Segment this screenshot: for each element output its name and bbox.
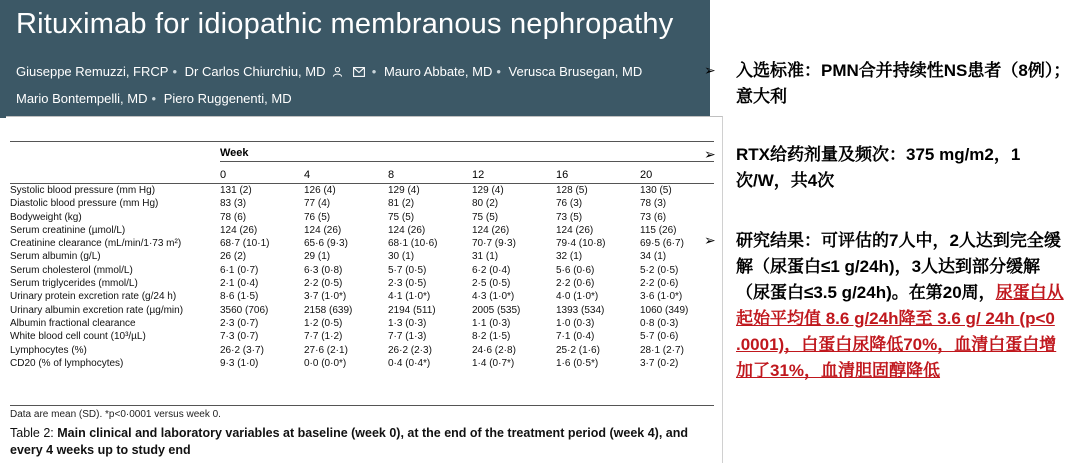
results-highlight-text: 尿蛋白从起始平均值 8.6 g/24h降至 3.6 g/ 24h (p<0 .0001)，白蛋白尿降低70%，血清白蛋白增加了31%，血清胆固醇降低	[736, 283, 1064, 380]
table-cell: 129 (4)	[472, 185, 504, 196]
table-cell: 1·6 (0·5*)	[556, 357, 599, 369]
table-cell: 5·6 (0·6)	[556, 264, 595, 276]
table-cell: 1393 (534)	[556, 304, 605, 316]
email-icon[interactable]	[353, 65, 365, 80]
table-cell: 7·3 (0·7)	[220, 331, 259, 343]
table-cell: 130 (5)	[640, 185, 672, 196]
table-cell: 76 (5)	[304, 211, 331, 223]
table-cell: 77 (4)	[304, 198, 331, 210]
caption-text: Main clinical and laboratory variables at baseline (week 0), at the end of the treatment period (week 4), and every 4 weeks up to study end	[10, 426, 688, 457]
table-cell: 4·0 (1·0*)	[556, 291, 599, 303]
week-number: 4	[304, 169, 311, 181]
table-cell: 2·2 (0·5)	[304, 278, 343, 290]
arrow-bullet-icon: ➢	[704, 146, 716, 162]
table-row	[10, 225, 714, 238]
arrow-bullet-icon: ➢	[704, 62, 716, 78]
table-cell: 1·0 (0·3)	[556, 317, 595, 329]
table-top-rule	[10, 141, 714, 142]
row-label: Urinary albumin excretion rate (µg/min)	[10, 304, 184, 316]
author-name[interactable]: Mauro Abbate, MD	[383, 64, 493, 79]
table-cell: 6·1 (0·7)	[220, 264, 259, 276]
table-cell: 28·1 (2·7)	[640, 344, 684, 356]
table-cell: 76 (3)	[556, 198, 583, 210]
table-cell: 68·1 (10·6)	[388, 238, 438, 250]
row-label: Bodyweight (kg)	[10, 211, 82, 223]
table-row	[10, 212, 714, 225]
table-cell: 4·3 (1·0*)	[472, 291, 515, 303]
table-row	[10, 331, 714, 344]
table-cell: 1·3 (0·3)	[388, 317, 427, 329]
table-cell: 29 (1)	[304, 251, 331, 263]
row-label: CD20 (% of lymphocytes)	[10, 357, 124, 369]
table-cell: 7·1 (0·4)	[556, 331, 595, 343]
week-number: 12	[472, 169, 485, 181]
table-cell: 75 (5)	[472, 211, 499, 223]
table-cell: 68·7 (10·1)	[220, 238, 270, 250]
person-icon[interactable]	[332, 65, 343, 80]
table-cell: 3·7 (1·0*)	[304, 291, 347, 303]
table-cell: 81 (2)	[388, 198, 415, 210]
table-cell: 3560 (706)	[220, 304, 269, 316]
table-cell: 2·3 (0·7)	[220, 317, 259, 329]
article-title: Rituximab for idiopathic membranous nephropathy	[16, 8, 674, 40]
table-cell: 79·4 (10·8)	[556, 238, 606, 250]
table-cell: 24·6 (2·8)	[472, 344, 516, 356]
table-cell: 126 (4)	[304, 185, 336, 196]
table-cell: 2·3 (0·5)	[388, 278, 427, 290]
table-cell: 5·7 (0·5)	[388, 264, 427, 276]
table-cell: 115 (26)	[640, 224, 677, 236]
table-row	[10, 318, 714, 331]
bullet-text	[736, 228, 1072, 384]
table-cell: 9·3 (1·0)	[220, 357, 259, 369]
table-cell: 8·6 (1·5)	[220, 291, 259, 303]
author-line-2: Mario Bontempelli, MD • Piero Ruggenenti, MD	[16, 91, 292, 106]
table-cell: 78 (3)	[640, 198, 667, 210]
table-cell: 75 (5)	[388, 211, 415, 223]
header-rule	[10, 183, 714, 184]
table-panel	[6, 116, 723, 463]
table-cell: 2005 (535)	[472, 304, 521, 316]
table-cell: 7·7 (1·2)	[304, 331, 343, 343]
table-cell: 124 (26)	[388, 224, 426, 236]
table-cell: 4·1 (1·0*)	[388, 291, 431, 303]
table-cell: 131 (2)	[220, 185, 252, 196]
row-label: Creatinine clearance (mL/min/1·73 m²)	[10, 238, 182, 250]
table-row	[10, 198, 714, 211]
table-body	[10, 185, 714, 371]
table-cell: 2·2 (0·6)	[556, 278, 595, 290]
table-row	[10, 305, 714, 318]
table-cell: 7·7 (1·3)	[388, 331, 427, 343]
table-cell: 26 (2)	[220, 251, 247, 263]
bullet-text: 入选标准：PMN合并持续性NS患者（8例）；意大利	[736, 61, 1071, 106]
table-cell: 65·6 (9·3)	[304, 238, 348, 250]
row-label: Diastolic blood pressure (mm Hg)	[10, 198, 159, 210]
table-row	[10, 251, 714, 264]
table-cell: 32 (1)	[556, 251, 583, 263]
table-footnote: Data are mean (SD). *p<0·0001 versus week 0.	[10, 409, 221, 420]
table-row	[10, 185, 714, 198]
caption-prefix: Table 2:	[10, 426, 58, 440]
table-row	[10, 238, 714, 251]
table-cell: 128 (5)	[556, 185, 588, 196]
table-cell: 2·2 (0·6)	[640, 278, 679, 290]
table-cell: 2158 (639)	[304, 304, 353, 316]
week-number: 8	[388, 169, 395, 181]
table-cell: 6·2 (0·4)	[472, 264, 511, 276]
table-cell: 0·4 (0·4*)	[388, 357, 431, 369]
week-number: 16	[556, 169, 569, 181]
row-label: Serum cholesterol (mmol/L)	[10, 264, 133, 276]
table-cell: 26·2 (3·7)	[220, 344, 264, 356]
table-cell: 3·7 (0·2)	[640, 357, 679, 369]
row-label: Serum triglycerides (mmol/L)	[10, 278, 138, 290]
table-cell: 124 (26)	[556, 224, 594, 236]
row-label: White blood cell count (10³/µL)	[10, 331, 146, 343]
table-cell: 129 (4)	[388, 185, 420, 196]
table-cell: 78 (6)	[220, 211, 247, 223]
article-header-banner	[0, 0, 710, 118]
table-cell: 30 (1)	[388, 251, 415, 263]
author-name[interactable]: Piero Ruggenenti, MD	[163, 91, 292, 106]
table-cell: 70·7 (9·3)	[472, 238, 516, 250]
table-cell: 1·2 (0·5)	[304, 317, 343, 329]
table-cell: 3·6 (1·0*)	[640, 291, 683, 303]
row-label: Serum albumin (g/L)	[10, 251, 101, 263]
table-cell: 1·4 (0·7*)	[472, 357, 515, 369]
table-cell: 8·2 (1·5)	[472, 331, 511, 343]
results-text: 研究结果：可评估的7人中，2人达到完全缓解（尿蛋白≤1 g/24h)，3人达到部分缓解（尿蛋白≤3.5 g/24h)。在第20周，	[736, 231, 1061, 302]
arrow-bullet-icon: ➢	[704, 232, 716, 248]
table-cell: 1060 (349)	[640, 304, 689, 316]
week-numbers-row	[6, 169, 722, 183]
table-cell: 27·6 (2·1)	[304, 344, 348, 356]
table-cell: 5·7 (0·6)	[640, 331, 679, 343]
week-number: 0	[220, 169, 227, 181]
table-cell: 2·5 (0·5)	[472, 278, 511, 290]
author-name[interactable]: Giuseppe Remuzzi, FRCP	[16, 64, 169, 79]
table-cell: 5·2 (0·5)	[640, 264, 679, 276]
table-cell: 31 (1)	[472, 251, 499, 263]
table-row	[10, 358, 714, 371]
table-row	[10, 345, 714, 358]
table-cell: 2·1 (0·4)	[220, 278, 259, 290]
table-cell: 80 (2)	[472, 198, 499, 210]
author-name[interactable]: Verusca Brusegan, MD	[508, 64, 643, 79]
row-label: Urinary protein excretion rate (g/24 h)	[10, 291, 177, 303]
table-cell: 124 (26)	[304, 224, 342, 236]
table-cell: 1·1 (0·3)	[472, 317, 511, 329]
week-header-rule	[220, 161, 714, 162]
table-cell: 6·3 (0·8)	[304, 264, 343, 276]
row-label: Lymphocytes (%)	[10, 344, 87, 356]
author-name[interactable]: Mario Bontempelli, MD	[16, 91, 148, 106]
author-name[interactable]: Dr Carlos Chiurchiu, MD	[184, 64, 326, 79]
row-label: Albumin fractional clearance	[10, 317, 136, 329]
table-cell: 73 (5)	[556, 211, 583, 223]
table-caption	[10, 425, 718, 459]
table-row	[10, 278, 714, 291]
table-row	[10, 291, 714, 304]
table-cell: 69·5 (6·7)	[640, 238, 684, 250]
table-cell: 0·8 (0·3)	[640, 317, 679, 329]
author-line-1: Giuseppe Remuzzi, FRCP • Dr Carlos Chiurchiu, MD • Mauro Abbate, MD • Verusca Brusegan, MD	[16, 64, 643, 79]
table-cell: 124 (26)	[472, 224, 510, 236]
table-cell: 26·2 (2·3)	[388, 344, 432, 356]
table-cell: 25·2 (1·6)	[556, 344, 600, 356]
week-number: 20	[640, 169, 653, 181]
table-bottom-rule	[10, 405, 714, 406]
row-label: Serum creatinine (µmol/L)	[10, 224, 126, 236]
table-cell: 83 (3)	[220, 198, 247, 210]
week-header: Week	[220, 147, 249, 159]
table-cell: 2194 (511)	[388, 304, 436, 316]
table-cell: 124 (26)	[220, 224, 258, 236]
table-row	[10, 265, 714, 278]
row-label: Systolic blood pressure (mm Hg)	[10, 185, 156, 196]
bullet-text: RTX给药剂量及频次：375 mg/m2，1次/W，共4次	[736, 145, 1021, 190]
table-cell: 73 (6)	[640, 211, 667, 223]
table-cell: 34 (1)	[640, 251, 667, 263]
table-cell: 0·0 (0·0*)	[304, 357, 347, 369]
